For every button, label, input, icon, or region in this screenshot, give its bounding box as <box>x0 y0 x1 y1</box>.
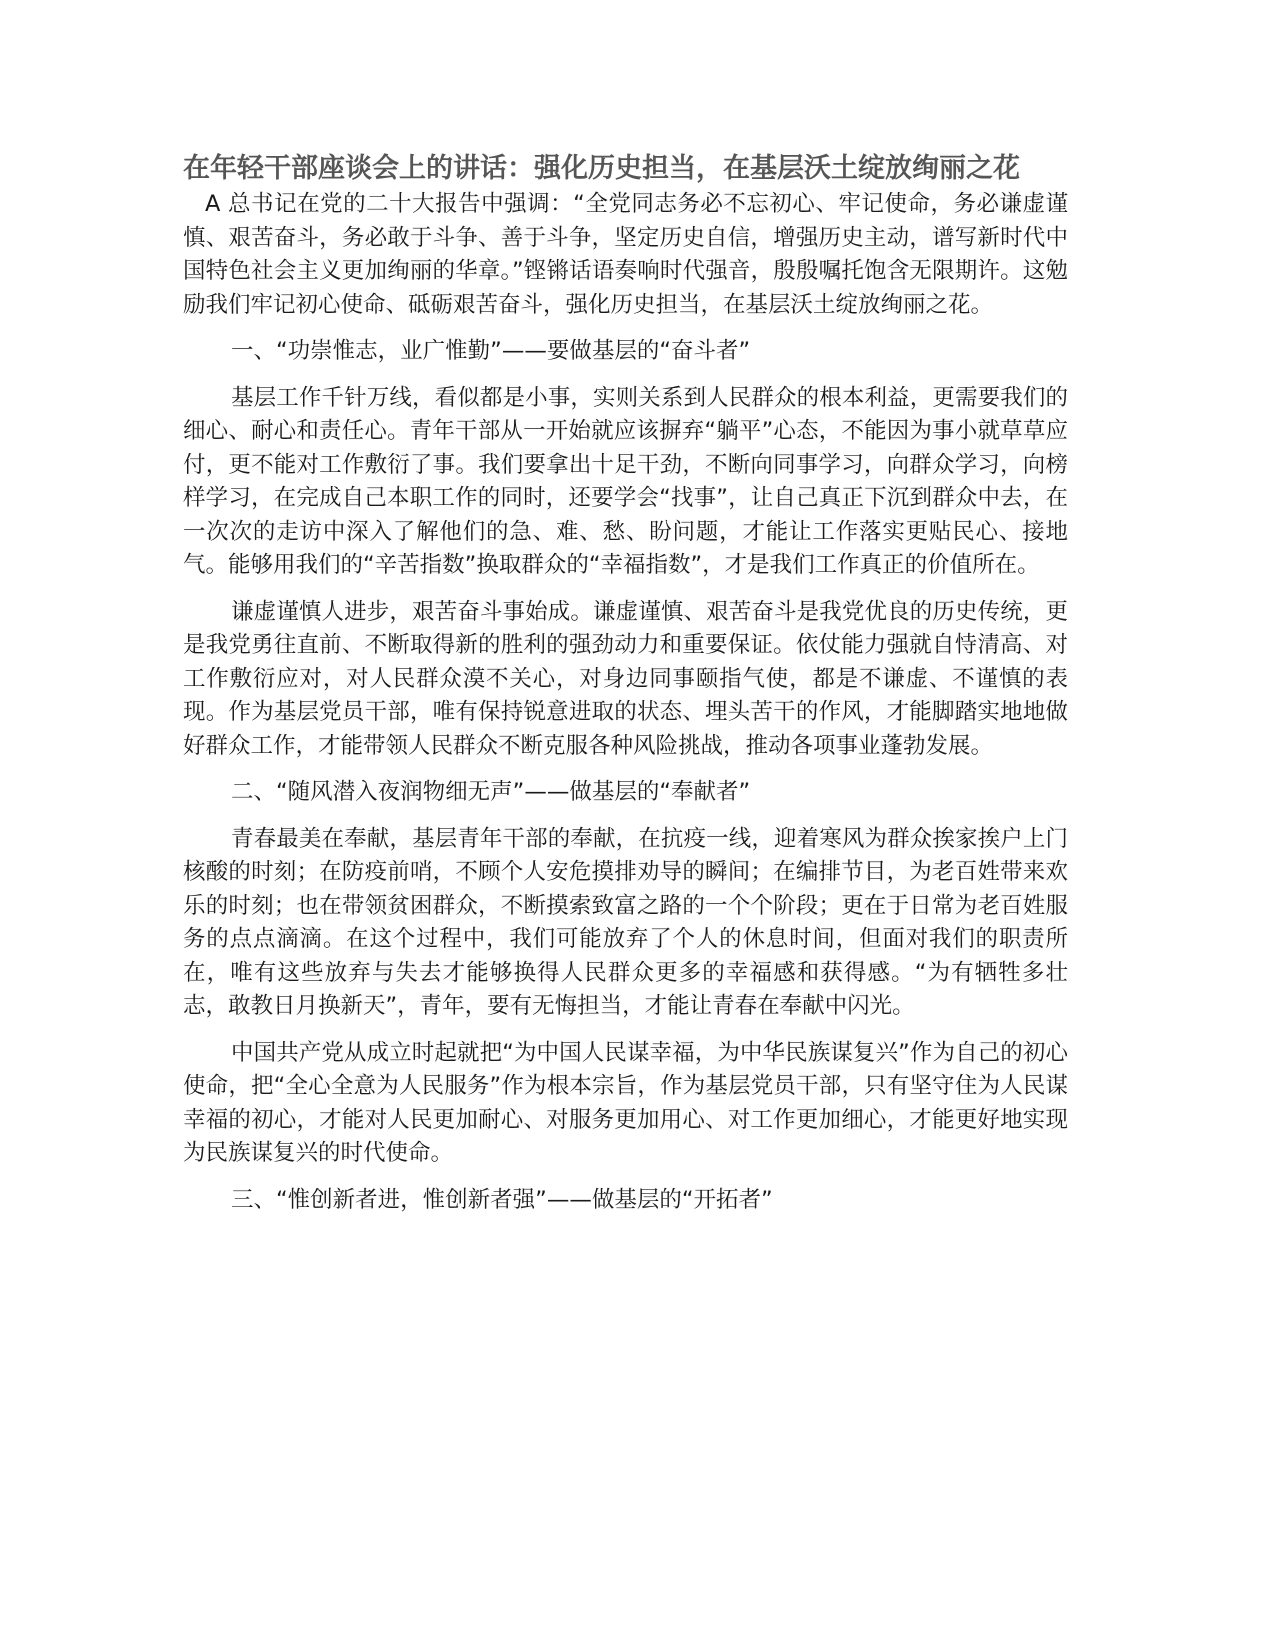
document-title: 在年轻干部座谈会上的讲话：强化历史担当，在基层沃土绽放绚丽之花 <box>183 153 1020 184</box>
paragraph: 青春最美在奉献，基层青年干部的奉献，在抗疫一线，迎着寒风为群众挨家挨户上门核酸的时刻；在防疫前哨，不顾个人安危摸排劝导的瞬间；在编排节目，为老百姓带来欢乐的时刻；也在带领贫困群众，不断摸索致富之路的一个个阶段；更在于日常为老百姓服务的点点滴滴。在这个过程中，我们可能放弃了个人的休息时间，但面对我们的职责所在，唯有这些放弃与失去才能够换得人民群众更多的幸福感和获得感。“为有牺牲多壮志，敢教日月换新天”，青年，要有无悔担当，才能让青春在奉献中闪光。 <box>183 825 1068 1019</box>
document-page <box>183 150 1068 1217</box>
section-heading-2: 二、“随风潜入夜润物细无声”——做基层的“奉献者” <box>231 779 751 805</box>
paragraph: 中国共产党从成立时起就把“为中国人民谋幸福，为中华民族谋复兴”作为自己的初心使命，把“全心全意为人民服务”作为根本宗旨，作为基层党员干部，只有坚守住为人民谋幸福的初心，才能对人民更加耐心、对服务更加用心、对工作更加细心，才能更好地实现为民族谋复兴的时代使命。 <box>183 1039 1068 1166</box>
section-heading-1: 一、“功崇惟志，业广惟勤”——要做基层的“奋斗者” <box>231 338 751 364</box>
paragraph: 基层工作千针万线，看似都是小事，实则关系到人民群众的根本利益，更需要我们的细心、耐心和责任心。青年干部从一开始就应该摒弃“躺平”心态，不能因为事小就草草应付，更不能对工作敷衍了事。我们要拿出十足干劲，不断向同事学习，向群众学习，向榜样学习，在完成自己本职工作的同时，还要学会“找事”，让自己真正下沉到群众中去，在一次次的走访中深入了解他们的急、难、愁、盼问题，才能让工作落实更贴民心、接地气。能够用我们的“辛苦指数”换取群众的“幸福指数”，才是我们工作真正的价值所在。 <box>183 384 1068 578</box>
section-heading-3: 三、“惟创新者进，惟创新者强”——做基层的“开拓者” <box>231 1186 773 1213</box>
paragraph: 谦虚谨慎人进步，艰苦奋斗事始成。谦虚谨慎、艰苦奋斗是我党优良的历史传统，更是我党勇往直前、不断取得新的胜利的强劲动力和重要保证。依仗能力强就自恃清高、对工作敷衍应对，对人民群众漠不关心，对身边同事颐指气使，都是不谦虚、不谨慎的表现。作为基层党员干部，唯有保持锐意进取的状态、埋头苦干的作风，才能脚踏实地地做好群众工作，才能带领人民群众不断克服各种风险挑战，推动各项事业蓬勃发展。 <box>183 598 1068 759</box>
intro-paragraph: A 总书记在党的二十大报告中强调：“全党同志务必不忘初心、牢记使命，务必谦虚谨慎、艰苦奋斗，务必敢于斗争、善于斗争，坚定历史自信，增强历史主动，谱写新时代中国特色社会主义更加绚丽的华章。”铿锵话语奏响时代强音，殷殷嘱托饱含无限期许。这勉励我们牢记初心使命、砥砺艰苦奋斗，强化历史担当，在基层沃土绽放绚丽之花。 <box>183 191 1068 318</box>
